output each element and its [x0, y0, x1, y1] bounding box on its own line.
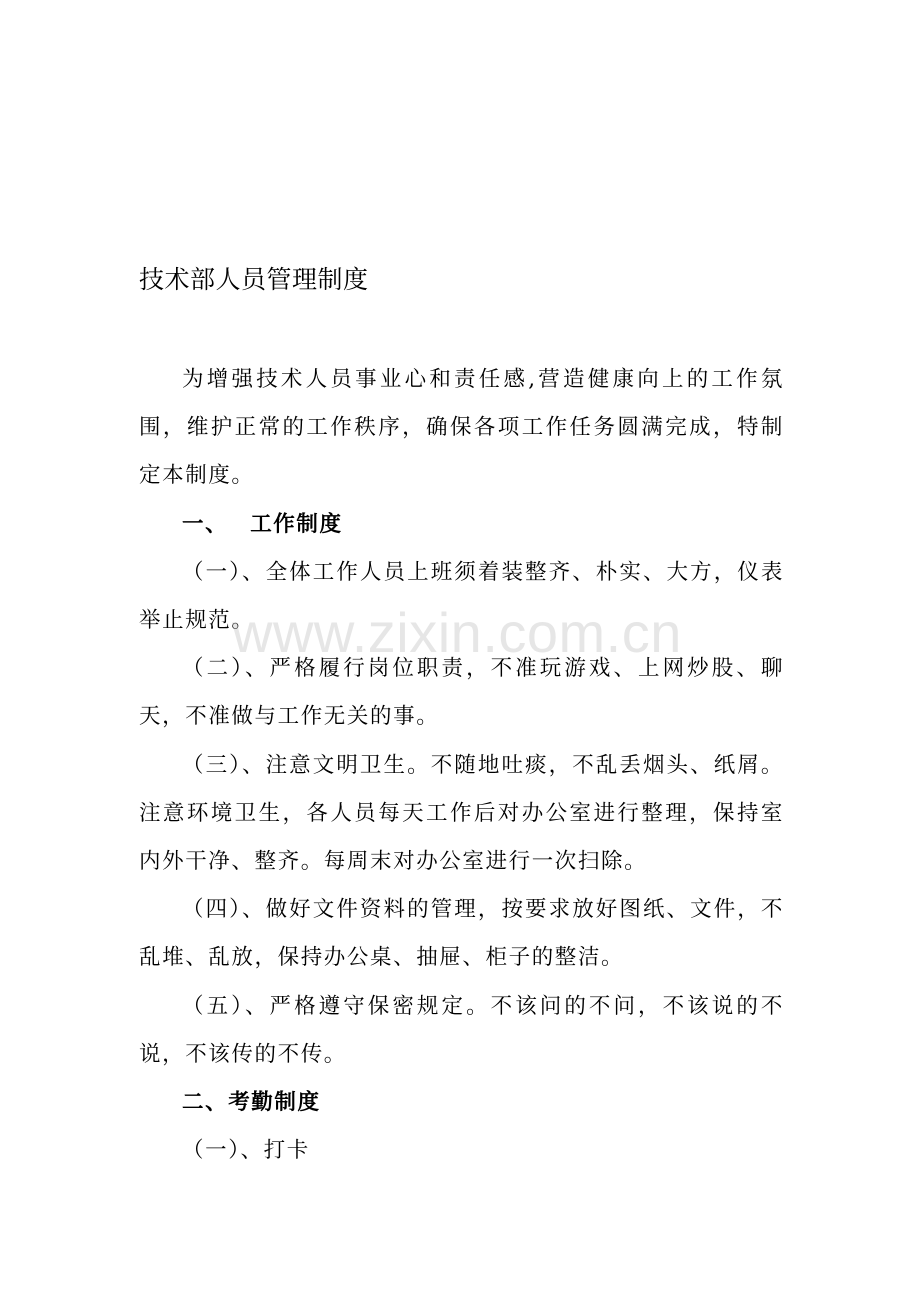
section-title: 工作制度 [250, 511, 343, 537]
rule-item: （一）、全体工作人员上班须着装整齐、朴实、大方，仪表举止规范。 [139, 559, 784, 634]
section-heading-work-rules [139, 501, 784, 549]
rule-item: （二）、严格履行岗位职责，不准玩游戏、上网炒股、聊天，不准做与工作无关的事。 [139, 656, 784, 730]
watermark: www.zixin.com.cn [232, 601, 682, 664]
rule-item: （五）、严格遵守保密规定。不该问的不问，不该说的不说，不该传的不传。 [139, 993, 784, 1067]
section-heading-attendance: 二、考勤制度 [182, 1090, 321, 1116]
intro-paragraph: 为增强技术人员事业心和责任感,营造健康向上的工作氛围，维护正常的工作秩序，确保各项工作任务圆满完成，特制定本制度。 [139, 367, 784, 489]
document-body [139, 356, 784, 1175]
document-title: 技术部人员管理制度 [139, 265, 369, 294]
rule-item: （一）、打卡 [182, 1138, 310, 1164]
rule-item: （三）、注意文明卫生。不随地吐痰，不乱丢烟头、纸屑。注意环境卫生，各人员每天工作后对办公室进行整理，保持室内外干净、整齐。每周末对办公室进行一次扫除。 [139, 752, 784, 875]
rule-item: （四）、做好文件资料的管理，按要求放好图纸、文件，不乱堆、乱放，保持办公桌、抽屉、柜子的整洁。 [139, 897, 784, 971]
section-number: 一、 [182, 511, 229, 537]
